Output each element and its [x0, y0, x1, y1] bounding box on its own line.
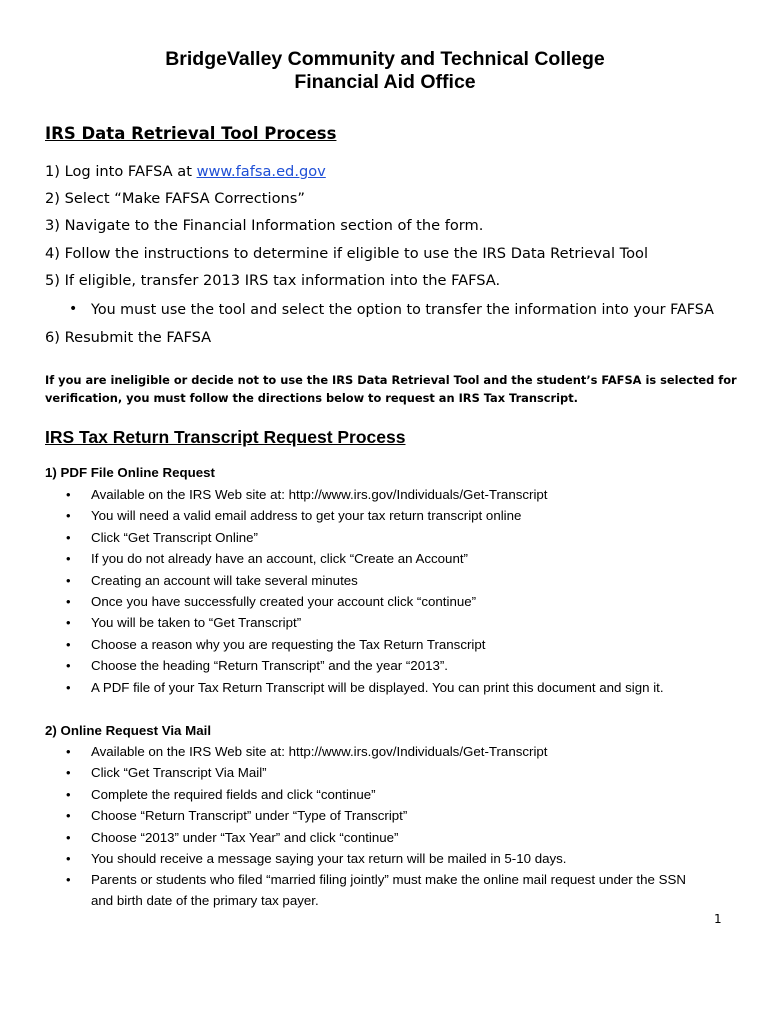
bullet-glyph: • [66, 765, 71, 780]
drt-step-1-text: 1) Log into FAFSA at [45, 163, 197, 180]
mail-item-text: Click “Get Transcript Via Mail” [91, 765, 267, 780]
note-line-2: verification, you must follow the directions below to request an IRS Tax Transcript. [45, 391, 578, 405]
mail-item-text: Complete the required fields and click “continue” [91, 787, 376, 802]
drt-heading: IRS Data Retrieval Tool Process [45, 124, 337, 143]
pdf-item-text: A PDF file of your Tax Return Transcript will be displayed. You can print this document and sign it. [91, 680, 664, 695]
mail-list-item [91, 807, 407, 825]
pdf-list-item [91, 486, 548, 504]
drt-step-1 [45, 162, 326, 182]
drt-step-2: 2) Select “Make FAFSA Corrections” [45, 190, 305, 207]
irs-transcript-link[interactable]: http://www.irs.gov/Individuals/Get-Transcript [288, 487, 548, 502]
pdf-list-item [91, 679, 664, 697]
bullet-glyph: • [66, 573, 71, 588]
office-name: Financial Aid Office [294, 71, 476, 93]
pdf-item-text: Once you have successfully created your account click “continue” [91, 594, 477, 609]
mail-item-continuation: and birth date of the primary tax payer. [91, 893, 319, 908]
mail-item-text: Parents or students who filed “married filing jointly” must make the online mail request under the SSN [91, 872, 686, 887]
bullet-glyph: • [66, 594, 71, 609]
pdf-item-text: If you do not already have an account, click “Create an Account” [91, 551, 468, 566]
irs-transcript-mail-link[interactable]: http://www.irs.gov/Individuals/Get-Transcript [288, 744, 548, 759]
mail-list-item [91, 764, 267, 782]
pdf-item-text: Choose a reason why you are requesting the Tax Return Transcript [91, 637, 486, 652]
pdf-item-text: You will be taken to “Get Transcript” [91, 615, 302, 630]
pdf-list-item [91, 593, 476, 611]
page-number: 1 [714, 912, 722, 926]
drt-step-5: 5) If eligible, transfer 2013 IRS tax information into the FAFSA. [45, 272, 501, 289]
bullet-glyph: • [66, 658, 71, 673]
pdf-item-text: Click “Get Transcript Online” [91, 530, 258, 545]
pdf-item-text: Creating an account will take several minutes [91, 573, 358, 588]
mail-item-text: You should receive a message saying your tax return will be mailed in 5-10 days. [91, 851, 567, 866]
mail-request-title: 2) Online Request Via Mail [45, 723, 212, 738]
bullet-glyph: • [66, 680, 71, 695]
bullet-glyph: • [66, 830, 71, 845]
pdf-list-item [91, 572, 358, 590]
mail-list-item [91, 850, 567, 868]
mail-item-text: Choose “2013” under “Tax Year” and click “continue” [91, 830, 399, 845]
mail-list-item [91, 786, 376, 804]
drt-step-5-bullet: You must use the tool and select the option to transfer the information into your FAFSA [91, 302, 714, 318]
bullet-glyph: • [66, 851, 71, 866]
bullet-glyph: • [66, 744, 71, 759]
drt-step-3: 3) Navigate to the Financial Information section of the form. [45, 217, 484, 234]
bullet-glyph: • [69, 301, 78, 317]
fafsa-link[interactable]: www.fafsa.ed.gov [196, 163, 326, 180]
pdf-list-item [91, 614, 301, 632]
pdf-list-item [91, 636, 485, 654]
bullet-glyph: • [66, 787, 71, 802]
pdf-item-text: You will need a valid email address to get your tax return transcript online [91, 508, 522, 523]
mail-list-item [91, 743, 548, 761]
pdf-list-item [91, 529, 258, 547]
pdf-list-item [91, 657, 448, 675]
bullet-glyph: • [66, 872, 71, 887]
bullet-glyph: • [66, 615, 71, 630]
note-line-1: If you are ineligible or decide not to use the IRS Data Retrieval Tool and the student’s FAFSA is selected for [45, 373, 737, 387]
mail-list-item [91, 829, 398, 847]
pdf-item-irs-site-text: Available on the IRS Web site at: [91, 487, 289, 502]
drt-step-6: 6) Resubmit the FAFSA [45, 329, 212, 346]
bullet-glyph: • [66, 487, 71, 502]
mail-item-text: Choose “Return Transcript” under “Type of Transcript” [91, 808, 408, 823]
bullet-glyph: • [66, 551, 71, 566]
pdf-item-text: Choose the heading “Return Transcript” and the year “2013”. [91, 658, 449, 673]
bullet-glyph: • [66, 637, 71, 652]
transcript-heading: IRS Tax Return Transcript Request Process [45, 427, 406, 447]
mail-item-irs-site-text: Available on the IRS Web site at: [91, 744, 289, 759]
bullet-glyph: • [66, 530, 71, 545]
drt-step-4: 4) Follow the instructions to determine if eligible to use the IRS Data Retrieval Tool [45, 245, 649, 262]
pdf-request-title: 1) PDF File Online Request [45, 465, 215, 480]
pdf-list-item [91, 550, 468, 568]
bullet-glyph: • [66, 508, 71, 523]
mail-list-item [91, 871, 686, 889]
pdf-list-item [91, 507, 521, 525]
bullet-glyph: • [66, 808, 71, 823]
college-name: BridgeValley Community and Technical College [165, 48, 605, 70]
